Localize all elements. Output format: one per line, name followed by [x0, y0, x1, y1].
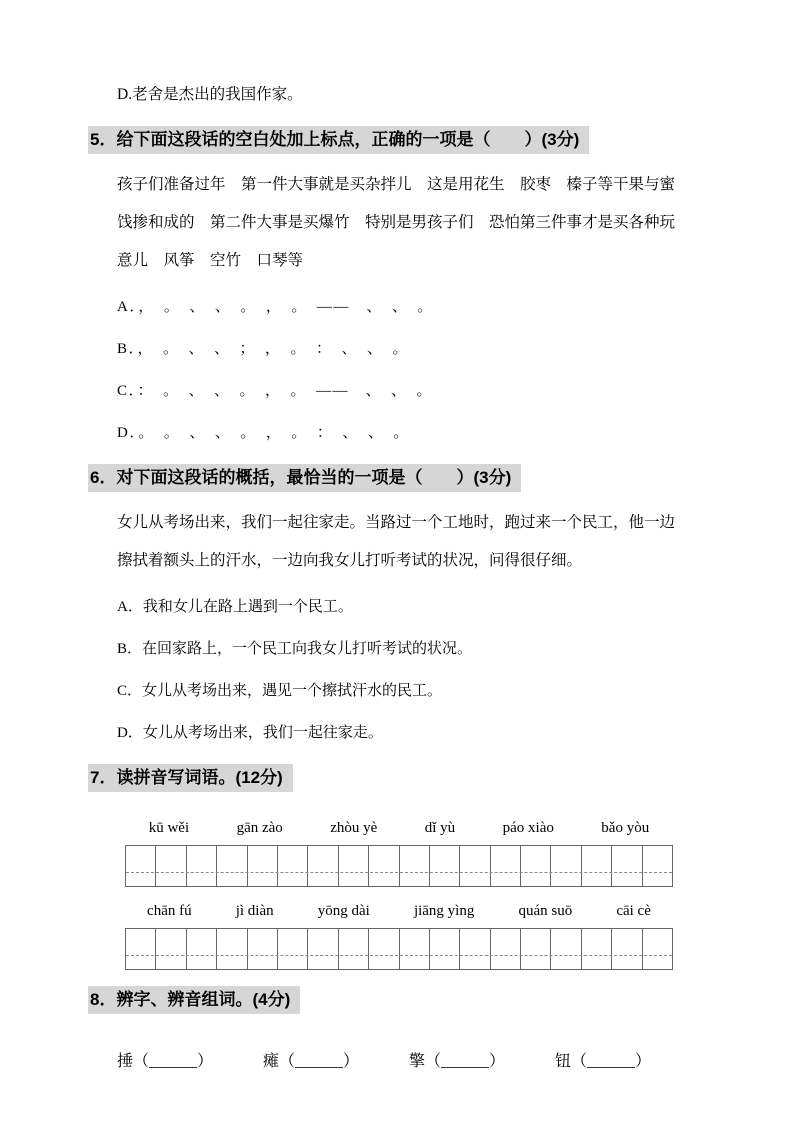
- grid-cell: [551, 846, 581, 886]
- passage-line: 擦拭着额头上的汗水，一边向我女儿打听考试的状况，问得很仔细。: [117, 552, 583, 569]
- grid-cell: [248, 929, 278, 969]
- pinyin-word: quán suō: [518, 903, 573, 919]
- grid-cell: [400, 929, 430, 969]
- question-7: [88, 764, 735, 970]
- grid-cell: [521, 846, 551, 886]
- grid-cell: [308, 929, 338, 969]
- grid-cell: [521, 929, 551, 969]
- grid-cell: [460, 929, 490, 969]
- pinyin-word: jì diàn: [235, 903, 274, 919]
- question-6-passage: [88, 504, 735, 580]
- grid-cell: [491, 846, 521, 886]
- pinyin-row-2: [125, 903, 673, 920]
- grid-cell: [643, 929, 672, 969]
- grid-cell: [308, 846, 338, 886]
- grid-cell: [582, 846, 612, 886]
- question-5-option-a: A．， 。 、 、 。 ， 。 —— 、 、 。: [117, 299, 434, 315]
- question-6-option-d: D．女儿从考场出来，我们一起往家走。: [117, 725, 383, 741]
- pinyin-word: yōng dài: [317, 903, 370, 919]
- pinyin-row-1: [125, 820, 673, 837]
- question-6-option-c: C．女儿从考场出来，遇见一个擦拭汗水的民工。: [117, 683, 443, 699]
- grid-cell: [156, 846, 186, 886]
- question-5-option-b: B．， 。 、 、 ； ， 。 ： 、 、 。: [117, 341, 410, 357]
- grid-cell: [278, 846, 308, 886]
- grid-cell: [612, 846, 642, 886]
- passage-line: 女儿从考场出来，我们一起往家走。当路过一个工地时，跑过来一个民工，他一边: [117, 514, 676, 531]
- question-6-option-b: B．在回家路上，一个民工向我女儿打听考试的状况。: [117, 641, 473, 657]
- grid-cell: [187, 846, 217, 886]
- grid-cell: [248, 846, 278, 886]
- question-6-title: 6．对下面这段话的概括，最恰当的一项是（ ）(3分): [88, 464, 521, 492]
- grid-cell: [339, 846, 369, 886]
- grid-cell: [400, 846, 430, 886]
- grid-cell: [187, 929, 217, 969]
- question-6-options: [88, 586, 735, 754]
- question-6: [88, 464, 735, 754]
- q8-item-tan: 瘫（______）: [263, 1053, 360, 1070]
- question-5-passage: [88, 166, 735, 280]
- pinyin-word: gān zào: [236, 820, 283, 836]
- grid-cell: [491, 929, 521, 969]
- grid-cell: [126, 846, 156, 886]
- question-8: [88, 986, 735, 1071]
- pinyin-word: dǐ yù: [424, 820, 456, 836]
- grid-cell: [156, 929, 186, 969]
- q8-item-qing: 擎（______）: [409, 1053, 506, 1070]
- grid-cell: [217, 929, 247, 969]
- grid-cell: [551, 929, 581, 969]
- question-8-items: [117, 1048, 735, 1071]
- question-5-options: [88, 286, 735, 454]
- grid-cell: [278, 929, 308, 969]
- pinyin-word: zhòu yè: [330, 820, 378, 836]
- grid-cell: [217, 846, 247, 886]
- question-5-title: 5．给下面这段话的空白处加上标点，正确的一项是（ ）(3分): [88, 126, 589, 154]
- grid-cell: [643, 846, 672, 886]
- grid-cell: [339, 929, 369, 969]
- grid-cell: [430, 846, 460, 886]
- pinyin-word: cāi cè: [616, 903, 651, 919]
- grid-cell: [582, 929, 612, 969]
- grid-cell: [430, 929, 460, 969]
- grid-cell: [126, 929, 156, 969]
- question-6-option-a: A．我和女儿在路上遇到一个民工。: [117, 599, 353, 615]
- writing-grid-1: [125, 845, 673, 887]
- question-5: [88, 126, 735, 454]
- writing-grid-2: [125, 928, 673, 970]
- pinyin-word: chān fú: [147, 903, 192, 919]
- q8-item-chui: 捶（______）: [117, 1053, 214, 1070]
- question-5-option-d: D．。 。 、 、 。 ， 。 ： 、 、 。: [117, 425, 410, 441]
- pinyin-word: páo xiào: [502, 820, 554, 836]
- previous-question-option-d: D.老舍是杰出的我国作家。: [117, 86, 303, 103]
- grid-cell: [369, 929, 399, 969]
- grid-cell: [460, 846, 490, 886]
- grid-cell: [612, 929, 642, 969]
- passage-line: 意儿 风筝 空竹 口琴等: [117, 252, 304, 269]
- question-5-option-c: C．： 。 、 、 。 ， 。 —— 、 、 。: [117, 383, 434, 399]
- grid-cell: [369, 846, 399, 886]
- pinyin-word: bǎo yòu: [601, 820, 650, 836]
- passage-line: 孩子们准备过年 第一件大事就是买杂拌儿 这是用花生 胶枣 榛子等干果与蜜: [117, 176, 676, 193]
- q8-item-niu: 钮（______）: [555, 1053, 652, 1070]
- pinyin-word: jiāng yìng: [413, 903, 475, 919]
- question-8-title: 8．辨字、辨音组词。(4分): [88, 986, 300, 1014]
- passage-line: 饯掺和成的 第二件大事是买爆竹 特别是男孩子们 恐怕第三件事才是买各种玩: [117, 214, 676, 231]
- question-7-title: 7．读拼音写词语。(12分): [88, 764, 293, 792]
- pinyin-word: kū wěi: [148, 820, 190, 836]
